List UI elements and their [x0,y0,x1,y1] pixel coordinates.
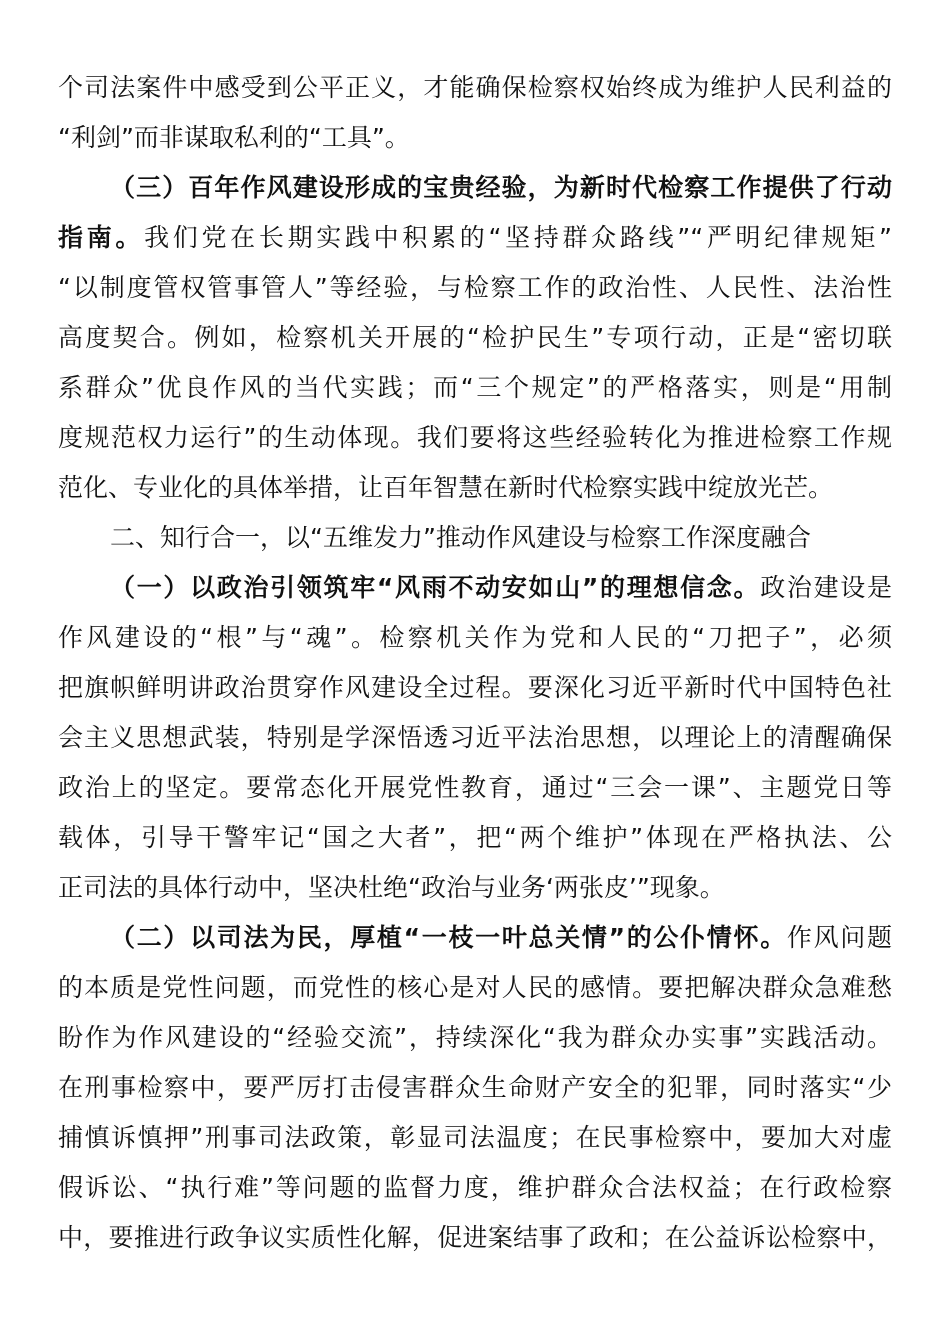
line-text: 假诉讼、“执行难”等问题的监督力度，维护群众合法权益；在行政检察 [58,1173,892,1202]
section-heading-line [110,163,892,213]
section-heading-text: （一）以政治引领筑牢“风雨不动安如山”的理想信念。 [110,573,761,602]
paragraph-line [58,313,892,363]
section-heading-text: 指南。 [58,223,145,252]
line-text: 范化、专业化的具体举措，让百年智慧在新时代检察实践中绽放光芒。 [58,473,834,502]
line-text: 会主义思想武装，特别是学深悟透习近平法治思想，以理论上的清醒确保 [58,723,892,752]
paragraph-line [58,113,892,163]
line-text: 中，要推进行政争议实质性化解，促进案结事了政和；在公益诉讼检察中， [58,1223,892,1252]
line-text: 高度契合。例如，检察机关开展的“检护民生”专项行动，正是“密切联 [58,323,892,352]
chapter-heading-text: 二、知行合一，以“五维发力”推动作风建设与检察工作深度融合 [110,523,811,552]
chapter-heading-line [110,513,892,563]
line-text: 系群众”优良作风的当代实践；而“三个规定”的严格落实，则是“用制 [58,373,892,402]
section-heading-text: （二）以司法为民，厚植“一枝一叶总关情”的公仆情怀。 [110,923,787,952]
line-text: 个司法案件中感受到公平正义，才能确保检察权始终成为维护人民利益的 [58,73,892,102]
line-text: 作风问题 [786,923,892,952]
line-text: 在刑事检察中，要严厉打击侵害群众生命财产安全的犯罪，同时落实“少 [58,1073,892,1102]
paragraph-line [58,1013,892,1063]
paragraph-line [58,1163,892,1213]
line-text: “以制度管权管事管人”等经验，与检察工作的政治性、人民性、法治性 [58,273,892,302]
paragraph-line [58,863,892,913]
line-text: 载体，引导干警牢记“国之大者”，把“两个维护”体现在严格执法、公 [58,823,892,852]
paragraph-line [58,1113,892,1163]
paragraph-line [58,813,892,863]
line-text: 政治建设是 [760,573,892,602]
line-text: 把旗帜鲜明讲政治贯穿作风建设全过程。要深化习近平新时代中国特色社 [58,673,892,702]
paragraph-line [58,1213,892,1263]
line-text: 政治上的坚定。要常态化开展党性教育，通过“三会一课”、主题党日等 [58,773,892,802]
section-heading-text: （三）百年作风建设形成的宝贵经验，为新时代检察工作提供了行动 [110,173,892,202]
line-text: 捕慎诉慎押”刑事司法政策，彰显司法温度；在民事检察中，要加大对虚 [58,1123,892,1152]
paragraph-line [58,413,892,463]
paragraph-line [58,763,892,813]
section-heading-line [110,913,892,963]
line-text: “利剑”而非谋取私利的“工具”。 [58,123,410,152]
paragraph-line [58,363,892,413]
line-text: 度规范权力运行”的生动体现。我们要将这些经验转化为推进检察工作规 [58,423,892,452]
paragraph-line [58,263,892,313]
line-text: 我们党在长期实践中积累的“坚持群众路线”“严明纪律规矩” [144,223,892,252]
paragraph-line [58,613,892,663]
paragraph-line [58,463,892,513]
paragraph-line [58,213,892,263]
line-text: 作风建设的“根”与“魂”。检察机关作为党和人民的“刀把子”，必须 [58,623,892,652]
line-text: 盼作为作风建设的“经验交流”，持续深化“我为群众办实事”实践活动。 [58,1023,892,1052]
paragraph-line [58,63,892,113]
paragraph-line [58,713,892,763]
paragraph-line [58,1063,892,1113]
paragraph-line [58,663,892,713]
section-heading-line [110,563,892,613]
line-text: 的本质是党性问题，而党性的核心是对人民的感情。要把解决群众急难愁 [58,973,892,1002]
paragraph-line [58,963,892,1013]
line-text: 正司法的具体行动中，坚决杜绝“政治与业务‘两张皮’”现象。 [58,873,725,902]
